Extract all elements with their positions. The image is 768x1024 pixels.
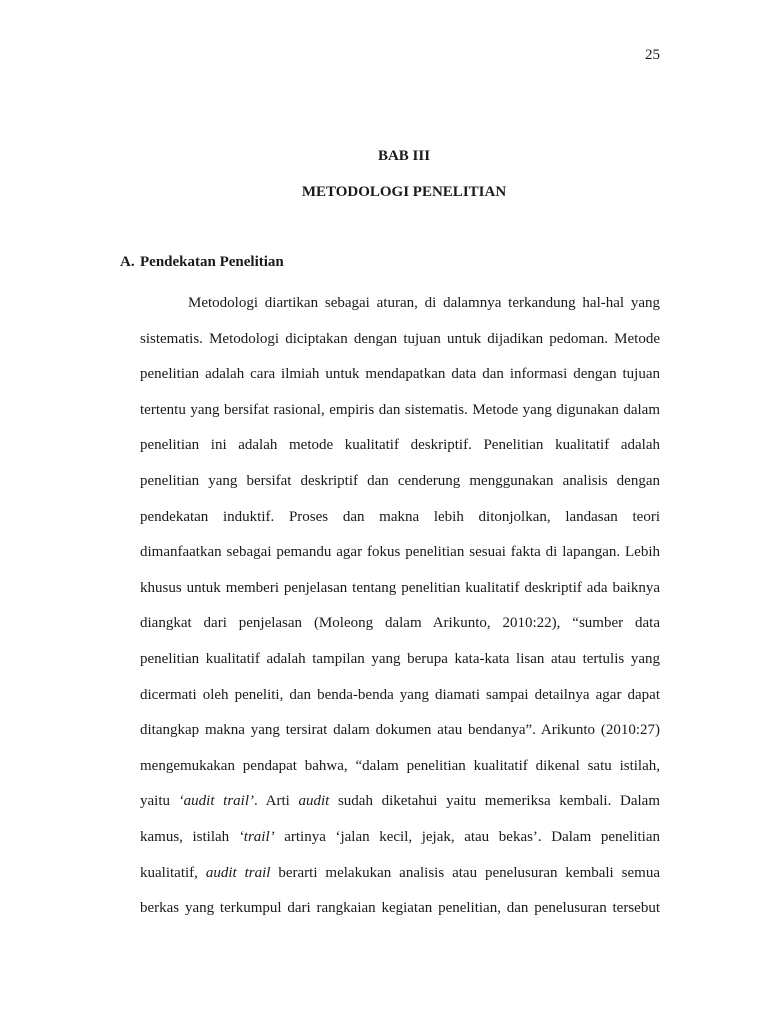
italic-term: audit	[298, 793, 330, 810]
text-line	[140, 784, 660, 820]
text-run: yaitu	[140, 793, 179, 810]
text-line: ditangkap makna yang tersirat dalam dokumen atau bendanya”. Arikunto (2010:27)	[140, 722, 660, 739]
page-number: 25	[645, 47, 660, 63]
text-run: . Arti	[254, 793, 299, 810]
text-line: sistematis. Metodologi diciptakan dengan tujuan untuk dijadikan pedoman. Metode	[140, 330, 660, 347]
text-run: kamus, istilah	[140, 828, 239, 845]
text-line: berkas yang terkumpul dari rangkaian kegiatan penelitian, dan penelusuran tersebut	[140, 900, 660, 917]
body-paragraph	[140, 286, 660, 927]
text-run: kualitatif,	[140, 864, 206, 881]
italic-term: audit trail	[205, 864, 271, 881]
text-line: khusus untuk memberi penjelasan tentang penelitian kualitatif deskriptif ada baiknya	[140, 579, 660, 596]
text-line: pendekatan induktif. Proses dan makna lebih ditonjolkan, landasan teori	[140, 508, 660, 525]
text-line: Metodologi diartikan sebagai aturan, di dalamnya terkandung hal-hal yang	[188, 295, 660, 311]
italic-term: ‘audit trail’	[178, 793, 255, 810]
text-line	[140, 856, 660, 892]
text-line: mengemukakan pendapat bahwa, “dalam penelitian kualitatif dikenal satu istilah,	[140, 757, 660, 774]
text-line: dimanfaatkan sebagai pemandu agar fokus penelitian sesuai fakta di lapangan. Lebih	[140, 544, 660, 561]
text-line: penelitian kualitatif adalah tampilan yang berupa kata-kata lisan atau tertulis yang	[140, 650, 660, 667]
italic-term: ‘trail’	[238, 828, 275, 845]
text-line: tertentu yang bersifat rasional, empiris dan sistematis. Metode yang digunakan dalam	[140, 401, 660, 418]
text-line: dicermati oleh peneliti, dan benda-benda yang diamati sampai detailnya agar dapat	[140, 686, 660, 703]
text-line: penelitian adalah cara ilmiah untuk mendapatkan data dan informasi dengan tujuan	[140, 366, 660, 383]
section-heading	[120, 254, 284, 271]
section-title: Pendekatan Penelitian	[140, 254, 284, 270]
chapter-title: METODOLOGI PENELITIAN	[301, 184, 507, 200]
text-line: penelitian ini adalah metode kualitatif deskriptif. Penelitian kualitatif adalah	[140, 437, 660, 454]
section-letter: A.	[120, 254, 135, 270]
text-run: berarti melakukan analisis atau penelusuran kembali semua	[270, 864, 660, 881]
chapter-label: BAB III	[377, 148, 431, 164]
text-line: diangkat dari penjelasan (Moleong dalam Arikunto, 2010:22), “sumber data	[140, 615, 660, 632]
text-line	[140, 820, 660, 856]
text-run: sudah diketahui yaitu memeriksa kembali. Dalam	[329, 793, 660, 810]
text-line: penelitian yang bersifat deskriptif dan cenderung menggunakan analisis dengan	[140, 472, 660, 489]
text-run: artinya ‘jalan kecil, jejak, atau bekas’. Dalam penelitian	[274, 828, 660, 845]
